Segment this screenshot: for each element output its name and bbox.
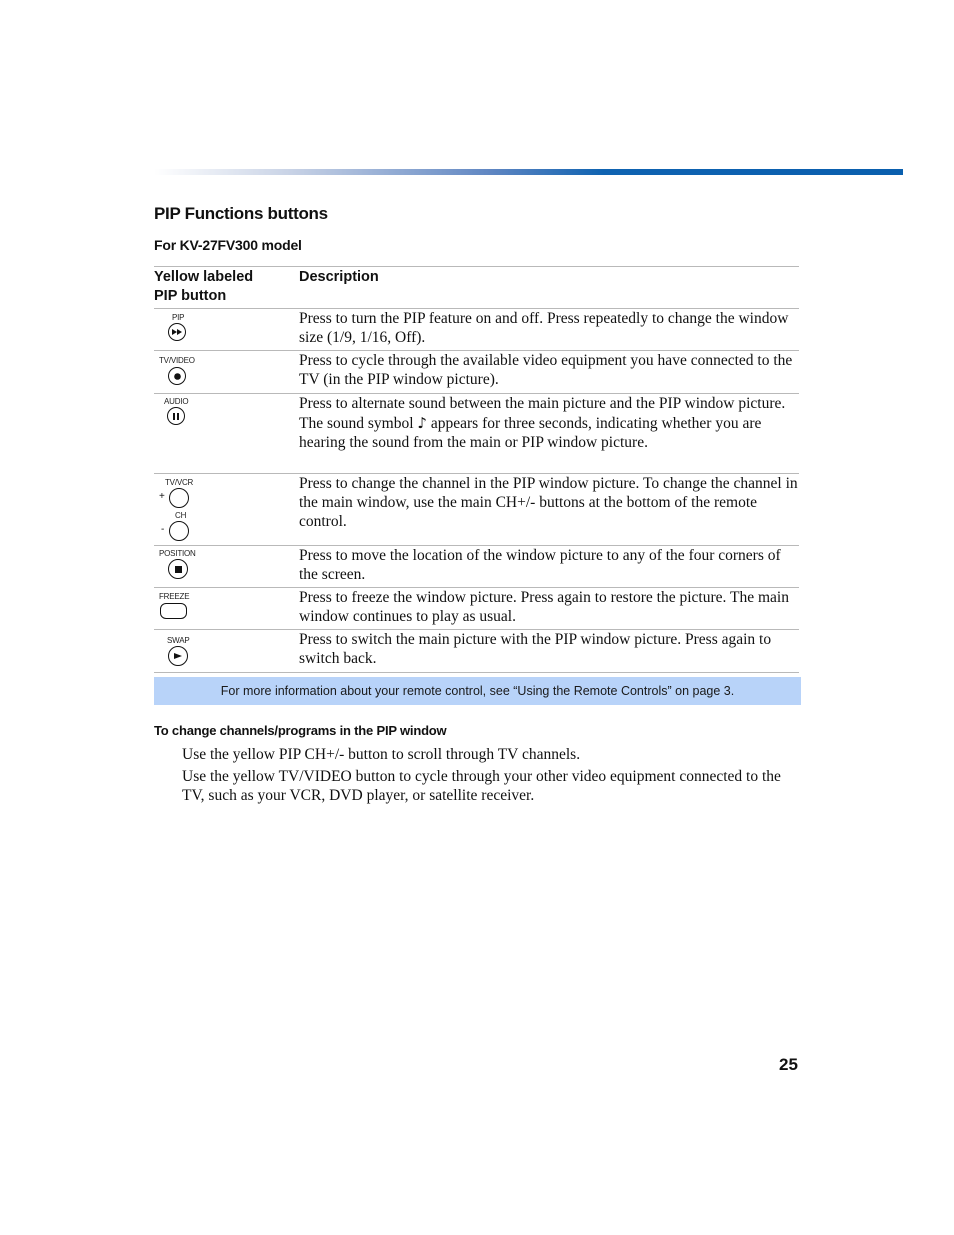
button-label: SWAP — [167, 636, 190, 645]
tv-vcr-channel-button-cell — [154, 474, 299, 545]
table-row — [154, 351, 799, 394]
play-triangle-icon — [168, 646, 188, 666]
table-row — [154, 630, 799, 673]
button-label: PIP — [172, 313, 185, 322]
row-description: Press to change the channel in the PIP window picture. To change the channel in the main window, use the main CH+/- buttons at the bottom of the remote control. — [299, 475, 798, 530]
table-header — [154, 267, 799, 309]
rounded-rect-button-icon — [160, 603, 187, 619]
column-header-button: Yellow labeled PIP button — [154, 269, 254, 304]
paragraph-tv-video-button: Use the yellow TV/VIDEO button to cycle through your other video equipment connected to the TV, such as your VCR, DVD player, or satellite receiver. — [182, 768, 781, 804]
button-label-ch: CH — [175, 511, 187, 520]
button-label: TV/VIDEO — [159, 356, 195, 365]
position-button-cell — [154, 546, 299, 587]
row-description: Press to cycle through the available video equipment you have connected to the TV (in the PIP window picture). — [299, 352, 793, 388]
pip-button-cell — [154, 309, 299, 350]
header-rule — [154, 169, 903, 175]
music-note-icon: ♪ — [417, 413, 427, 432]
swap-button-cell — [154, 630, 299, 672]
tv-video-button-cell — [154, 351, 299, 393]
record-dot-icon — [168, 367, 186, 385]
table-row — [154, 474, 799, 546]
table-row — [154, 309, 799, 351]
pause-icon — [167, 407, 185, 425]
row-description: Press to freeze the window picture. Press again to restore the picture. The main window continues to play as usual. — [299, 589, 789, 625]
button-label: POSITION — [159, 549, 196, 558]
row-description: Press to alternate sound between the main picture and the PIP window picture. The sound symbol ♪ appears for three seconds, indicating whether you are hearing the sound from the main or PIP window picture. — [299, 395, 786, 451]
freeze-button-cell — [154, 588, 299, 629]
stop-square-icon — [168, 559, 188, 579]
button-label: AUDIO — [164, 397, 189, 406]
table-row — [154, 394, 799, 474]
button-label: FREEZE — [159, 592, 190, 601]
channel-up-icon — [169, 488, 189, 508]
table-row — [154, 546, 799, 588]
paragraph-ch-button: Use the yellow PIP CH+/- button to scroll through TV channels. — [182, 746, 581, 763]
row-description: Press to move the location of the window picture to any of the four corners of the screen. — [299, 547, 781, 583]
column-header-description: Description — [299, 269, 379, 285]
row-description: Press to turn the PIP feature on and off. Press repeatedly to change the window size (1/9, 1/16, Off). — [299, 310, 789, 346]
table-row — [154, 588, 799, 630]
pip-buttons-table — [154, 266, 799, 673]
remote-control-note: For more information about your remote control, see “Using the Remote Controls” on page 3. — [154, 677, 801, 705]
minus-sign: - — [161, 524, 165, 535]
audio-button-cell — [154, 394, 299, 473]
fast-forward-icon — [168, 323, 186, 341]
page-number: 25 — [779, 1055, 798, 1074]
channel-down-icon — [169, 521, 189, 541]
button-label: TV/VCR — [165, 478, 194, 487]
section-title: PIP Functions buttons — [154, 204, 328, 223]
row-description: Press to switch the main picture with the PIP window picture. Press again to switch back. — [299, 631, 772, 667]
subsection-title: To change channels/programs in the PIP window — [154, 723, 447, 738]
model-title: For KV-27FV300 model — [154, 237, 302, 253]
plus-sign: + — [159, 491, 165, 502]
